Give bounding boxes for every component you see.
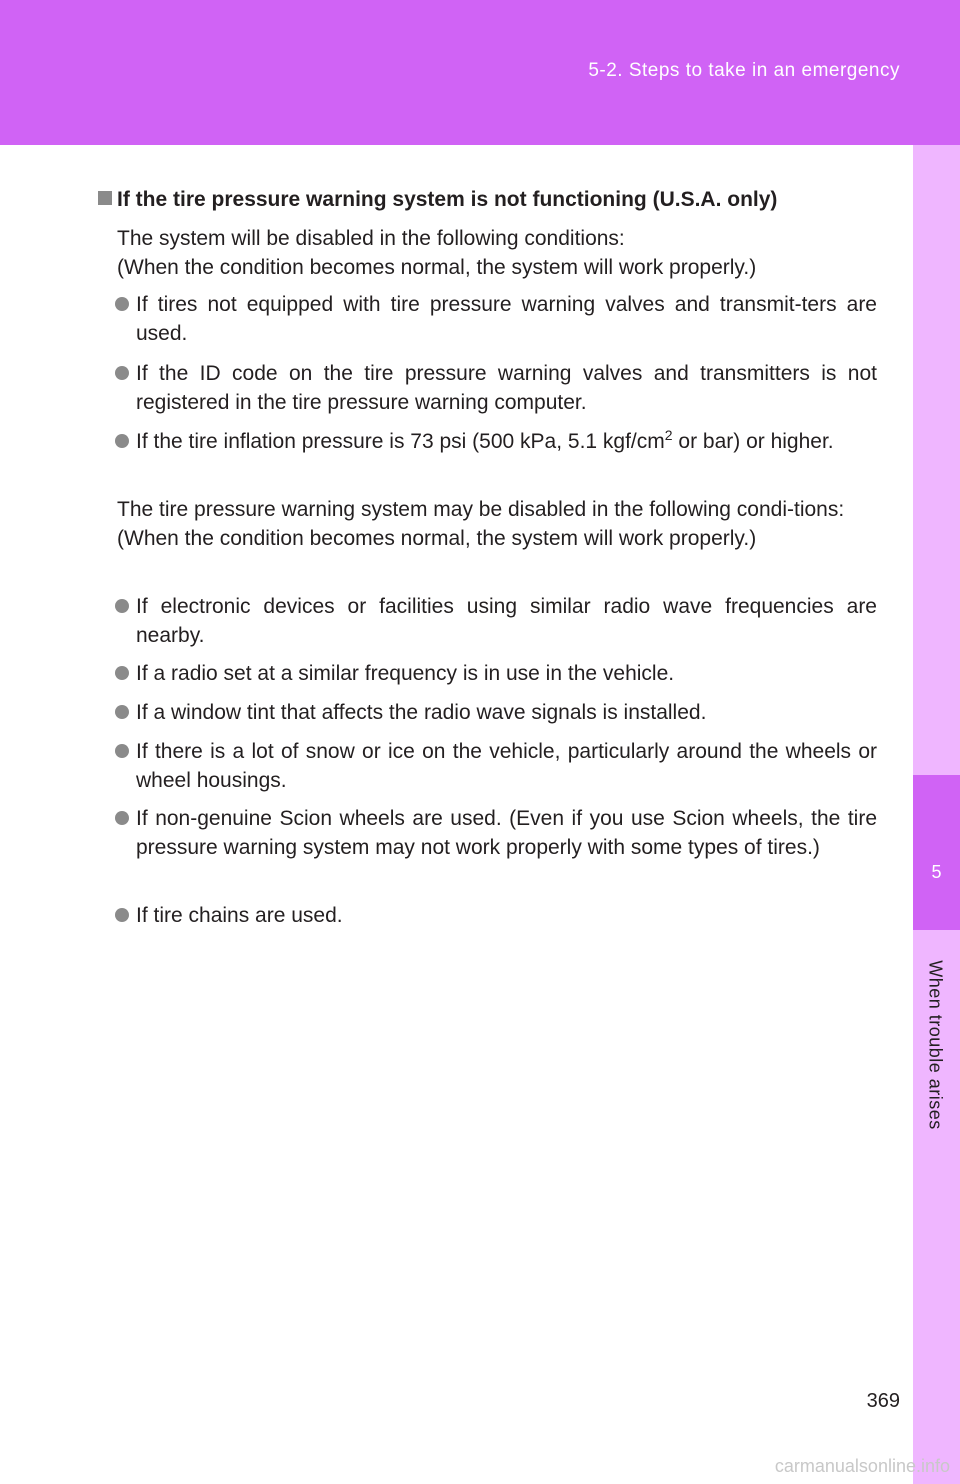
bullet-dot-icon [115,666,129,680]
intro1-line1: The system will be disabled in the following conditions: [117,227,625,250]
bullet-dot-icon [115,744,129,758]
list-item [117,901,877,930]
bullet-dot-icon [115,908,129,922]
list-item-text: If a window tint that affects the radio wave signals is installed. [136,701,707,724]
section-heading [98,185,888,215]
section-title: 5-2. Steps to take in an emergency [588,60,900,81]
bullet-dot-icon [115,434,129,448]
intro2-line1: The tire pressure warning system may be disabled in the following condi-tions: [117,498,845,521]
bullet-dot-icon [115,366,129,380]
superscript: 2 [664,427,673,443]
list-item [117,737,877,795]
list-item [117,659,877,688]
list-item-text: If tires not equipped with tire pressure warning valves and transmit-ters are used. [136,293,877,345]
bullet-dot-icon [115,811,129,825]
list-item-text: If a radio set at a similar frequency is in use in the vehicle. [136,662,675,685]
list-item [117,427,877,456]
bullet-dot-icon [115,297,129,311]
list-item [117,804,877,862]
list-item-text: If non-genuine Scion wheels are used. (Even if you use Scion wheels, the tire pressure warning system may not work properly with some types of tires.) [136,807,877,859]
intro-paragraph-2 [117,495,877,553]
list-item-text: If tire chains are used. [136,904,343,927]
list-item [117,592,877,650]
watermark: carmanualsonline.info [774,1456,950,1476]
list-item [117,698,877,727]
list-item [117,290,877,348]
intro1-line2: (When the condition becomes normal, the system will work properly.) [117,256,757,279]
intro2-line2: (When the condition becomes normal, the system will work properly.) [117,527,757,550]
list-item [117,359,877,417]
list-item-text-post: or bar) or higher. [672,430,834,453]
intro-paragraph-1 [117,224,877,282]
list-item-text: If electronic devices or facilities using similar radio wave frequencies are nearby. [136,595,877,647]
bullet-dot-icon [115,599,129,613]
chapter-number: 5 [931,862,942,882]
bullet-dot-icon [115,705,129,719]
square-bullet-icon [98,191,112,205]
heading-text: If the tire pressure warning system is not functioning (U.S.A. only) [117,188,778,211]
list-item-text [136,427,877,456]
page-number: 369 [866,1390,900,1412]
list-item-text-pre: If the tire inflation pressure is 73 psi (500 kPa, 5.1 kgf/cm [136,430,665,453]
chapter-label: When trouble arises [925,960,946,1130]
list-item-text: If the ID code on the tire pressure warning valves and transmitters is not registered in the tire pressure warning computer. [136,362,877,414]
list-item-text: If there is a lot of snow or ice on the vehicle, particularly around the wheels or wheel housings. [136,740,877,792]
